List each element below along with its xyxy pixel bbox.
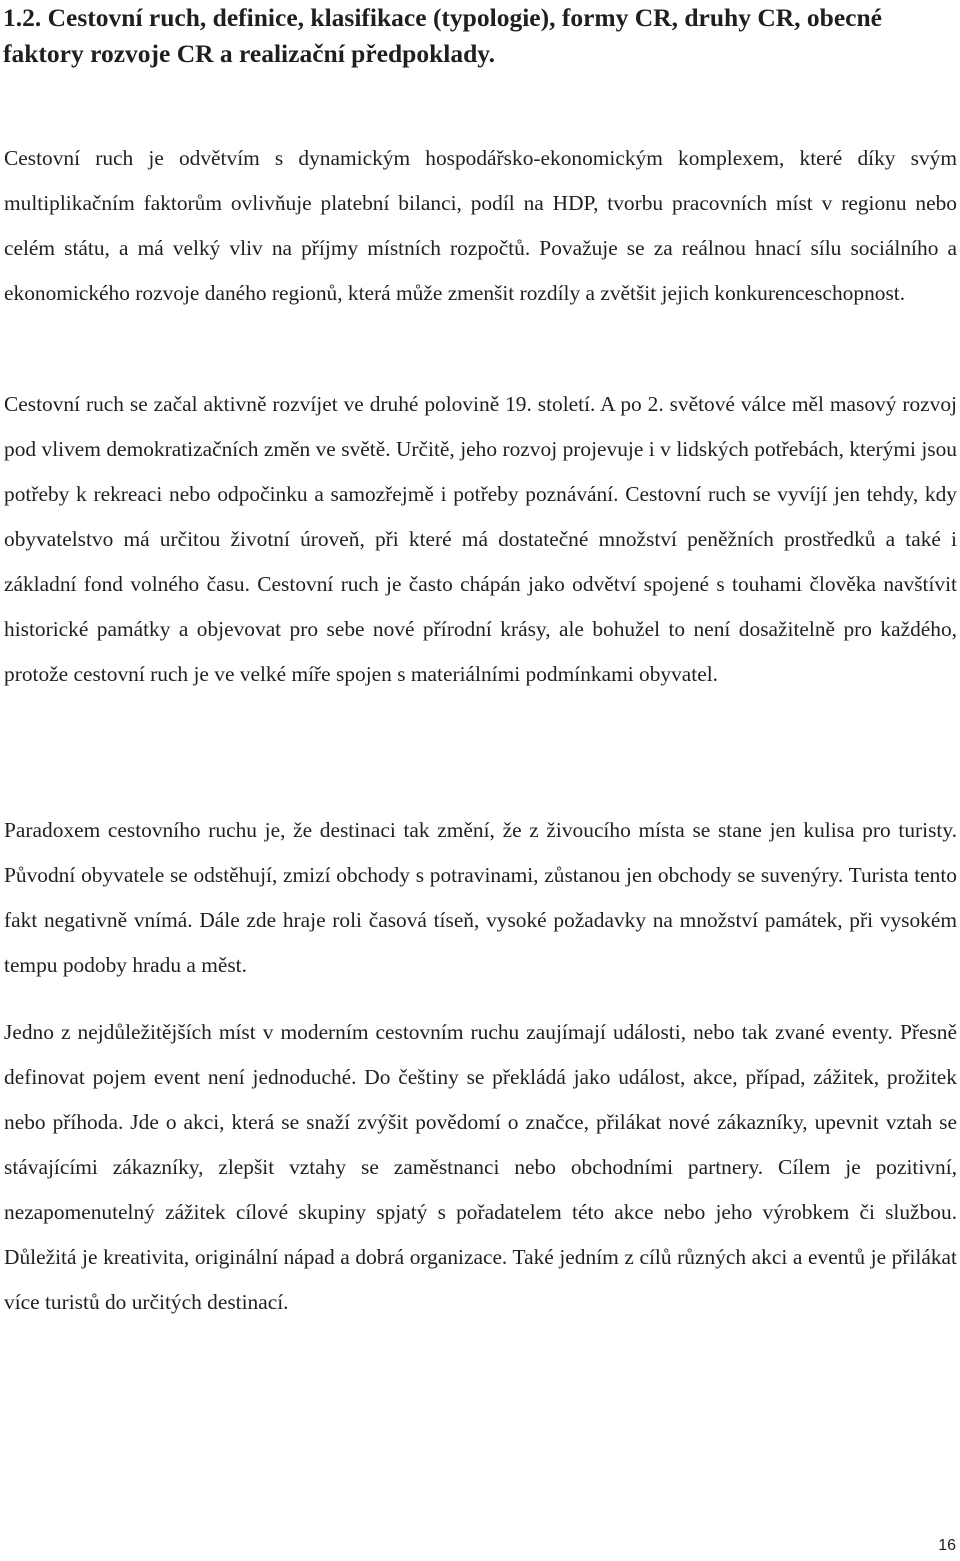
paragraph-events: Jedno z nejdůležitějších míst v moderním cestovním ruchu zaujímají události, nebo tak zvané eventy. Přesně definovat pojem event není jednoduché. Do češtiny se překládá jako událost, akce, případ, zážitek, prožitek nebo příhoda. Jde o akci, která se snaží zvýšit povědomí o značce, přilákat nové zákazníky, upevnit vztah se stávajícími zákazníky, zlepšit vztahy se zaměstnanci nebo obchodními partnery. Cílem je pozitivní, nezapomenutelný zážitek cílové skupiny spjatý s pořadatelem této akce nebo jeho výrobkem či službou. Důležitá je kreativita, originální nápad a dobrá organizace. Také jedním z cílů různých akci a eventů je přilákat více turistů do určitých destinací.	[4, 1020, 957, 1314]
paragraph-tourism-paradox: Paradoxem cestovního ruchu je, že destinaci tak změní, že z živoucího místa se stane jen kulisa pro turisty. Původní obyvatele se odstěhují, zmizí obchody s potravinami, zůstanou jen obchody se suvenýry. Turista tento fakt negativně vnímá. Dále zde hraje roli časová tíseň, vysoké požadavky na množství památek, při vysokém tempu podoby hradu a měst.	[4, 818, 957, 977]
paragraph-tourism-development: Cestovní ruch se začal aktivně rozvíjet ve druhé polovině 19. století. A po 2. světové válce měl masový rozvoj pod vlivem demokratizačních změn ve světě. Určitě, jeho rozvoj projevuje i v lidských potřebách, kterými jsou potřeby k rekreaci nebo odpočinku a samozřejmě i potřeby poznávání. Cestovní ruch se vyvíjí jen tehdy, kdy obyvatelstvo má určitou životní úroveň, při které má dostatečné množství peněžních prostředků a také i základní fond volného času. Cestovní ruch je často chápán jako odvětví spojené s touhami člověka navštívit historické památky a objevovat pro sebe nové přírodní krásy, ale bohužel to není dosažitelně pro každého, protože cestovní ruch je ve velké míře spojen s materiálními podmínkami obyvatel.	[4, 392, 957, 686]
page-number: 16	[938, 1537, 956, 1554]
section-heading: 1.2. Cestovní ruch, definice, klasifikace (typologie), formy CR, druhy CR, obecné faktory rozvoje CR a realizační předpoklady.	[3, 3, 882, 68]
paragraph-tourism-economy: Cestovní ruch je odvětvím s dynamickým hospodářsko-ekonomickým komplexem, které díky svým multiplikačním faktorům ovlivňuje platební bilanci, podíl na HDP, tvorbu pracovních míst v regionu nebo celém státu, a má velký vliv na příjmy místních rozpočtů. Považuje se za reálnou hnací sílu sociálního a ekonomického rozvoje daného regionů, která může zmenšit rozdíly a zvětšit jejich konkurenceschopnost.	[4, 146, 957, 305]
